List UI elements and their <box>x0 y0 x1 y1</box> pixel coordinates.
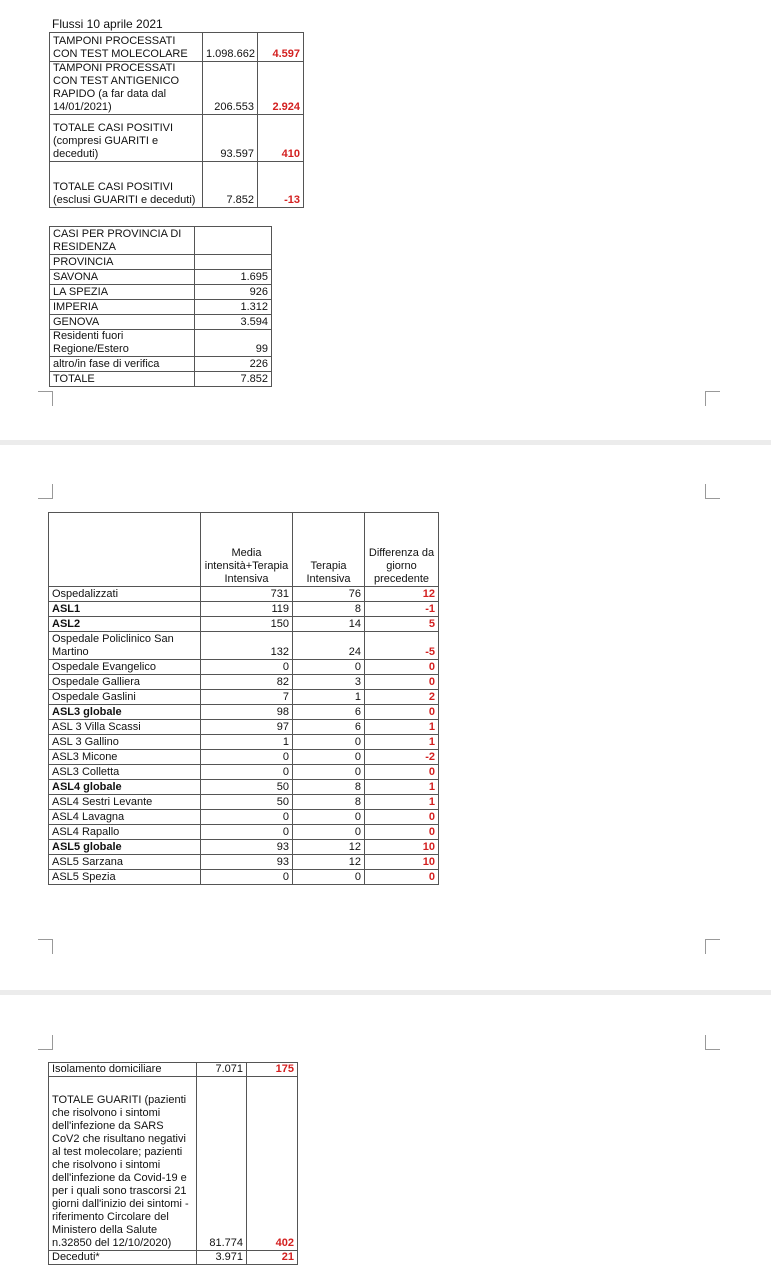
page-separator <box>0 440 771 445</box>
ti-value: 0 <box>293 750 365 765</box>
ti-value: 12 <box>293 855 365 870</box>
diff-value: 0 <box>365 765 439 780</box>
table-row <box>50 255 272 270</box>
ti-value: 3 <box>293 675 365 690</box>
ospedali-table <box>48 512 439 885</box>
row-value: 93.597 <box>203 115 258 162</box>
diff-value: -1 <box>365 602 439 617</box>
diff-value: 0 <box>365 675 439 690</box>
table-row <box>49 780 439 795</box>
province-table <box>49 226 272 387</box>
media-value: 50 <box>201 780 293 795</box>
diff-value: 5 <box>365 617 439 632</box>
ti-value: 8 <box>293 795 365 810</box>
table-row <box>49 587 439 602</box>
row-label: ASL1 <box>49 602 201 617</box>
row-label: Ospedalizzati <box>49 587 201 602</box>
row-label: Isolamento domiciliare <box>49 1063 197 1077</box>
row-label: SAVONA <box>50 270 195 285</box>
column-header: Differenza da giorno precedente <box>365 513 439 587</box>
report-title: Flussi 10 aprile 2021 <box>52 17 163 31</box>
row-label: ASL5 Spezia <box>49 870 201 885</box>
table-row <box>50 330 272 357</box>
table-row <box>49 632 439 660</box>
table-row <box>49 705 439 720</box>
row-label: ASL 3 Villa Scassi <box>49 720 201 735</box>
row-value: 81.774 <box>197 1077 247 1251</box>
media-value: 98 <box>201 705 293 720</box>
ti-value: 76 <box>293 587 365 602</box>
media-value: 150 <box>201 617 293 632</box>
row-value: 7.852 <box>203 162 258 208</box>
ti-value: 8 <box>293 780 365 795</box>
ti-value: 0 <box>293 735 365 750</box>
row-label: ASL4 Rapallo <box>49 825 201 840</box>
page-corner-mark <box>38 391 53 406</box>
row-value: 926 <box>195 285 272 300</box>
diff-value: 1 <box>365 720 439 735</box>
row-label: Deceduti* <box>49 1251 197 1265</box>
diff-value: 1 <box>365 735 439 750</box>
table-row <box>49 1251 298 1265</box>
table-row <box>49 870 439 885</box>
row-label: Residenti fuori Regione/Estero <box>50 330 195 357</box>
diff-value: 0 <box>365 825 439 840</box>
table-row <box>50 33 304 62</box>
flussi-table <box>49 32 304 208</box>
row-label: ASL3 Micone <box>49 750 201 765</box>
diff-value: 0 <box>365 870 439 885</box>
ti-value: 8 <box>293 602 365 617</box>
table-row <box>49 617 439 632</box>
diff-value: 10 <box>365 840 439 855</box>
ti-value: 1 <box>293 690 365 705</box>
media-value: 97 <box>201 720 293 735</box>
ti-value: 0 <box>293 660 365 675</box>
row-delta: 402 <box>247 1077 298 1251</box>
diff-value: 0 <box>365 705 439 720</box>
media-value: 0 <box>201 870 293 885</box>
isolamento-table <box>48 1062 298 1265</box>
row-label: TOTALE CASI POSITIVI (esclusi GUARITI e deceduti) <box>50 162 203 208</box>
row-label: Ospedale Gaslini <box>49 690 201 705</box>
row-delta: 410 <box>258 115 304 162</box>
table-row <box>49 675 439 690</box>
table-header-row <box>49 513 439 587</box>
row-value: 7.852 <box>195 372 272 387</box>
table-row <box>49 1077 298 1251</box>
table-row <box>50 162 304 208</box>
ti-value: 12 <box>293 840 365 855</box>
row-label: ASL3 Colletta <box>49 765 201 780</box>
province-subheader: PROVINCIA <box>50 255 195 270</box>
row-label: TAMPONI PROCESSATI CON TEST ANTIGENICO RAPIDO (a far data dal 14/01/2021) <box>50 62 203 115</box>
diff-value: 12 <box>365 587 439 602</box>
table-row <box>50 357 272 372</box>
media-value: 0 <box>201 810 293 825</box>
row-label: ASL4 Sestri Levante <box>49 795 201 810</box>
row-label: TOTALE CASI POSITIVI (compresi GUARITI e deceduti) <box>50 115 203 162</box>
table-row <box>50 227 272 255</box>
media-value: 82 <box>201 675 293 690</box>
row-value: 226 <box>195 357 272 372</box>
ti-value: 6 <box>293 705 365 720</box>
media-value: 0 <box>201 825 293 840</box>
table-row <box>49 825 439 840</box>
media-value: 132 <box>201 632 293 660</box>
diff-value: -2 <box>365 750 439 765</box>
row-label: TOTALE <box>50 372 195 387</box>
table-row <box>49 750 439 765</box>
page-corner-mark <box>38 1035 53 1050</box>
row-delta: 4.597 <box>258 33 304 62</box>
media-value: 119 <box>201 602 293 617</box>
diff-value: 1 <box>365 780 439 795</box>
page-corner-mark <box>38 484 53 499</box>
row-delta: -13 <box>258 162 304 208</box>
row-label: Ospedale Galliera <box>49 675 201 690</box>
table-row <box>50 315 272 330</box>
row-label: ASL5 globale <box>49 840 201 855</box>
media-value: 7 <box>201 690 293 705</box>
ti-value: 0 <box>293 810 365 825</box>
diff-value: 2 <box>365 690 439 705</box>
row-delta: 2.924 <box>258 62 304 115</box>
row-value: 1.312 <box>195 300 272 315</box>
media-value: 93 <box>201 855 293 870</box>
table-row <box>50 300 272 315</box>
table-row <box>50 62 304 115</box>
row-value: 1.695 <box>195 270 272 285</box>
table-row <box>49 602 439 617</box>
ti-value: 0 <box>293 870 365 885</box>
diff-value: 1 <box>365 795 439 810</box>
row-label: Ospedale Evangelico <box>49 660 201 675</box>
diff-value: 10 <box>365 855 439 870</box>
province-header: CASI PER PROVINCIA DI RESIDENZA <box>50 227 195 255</box>
row-value: 3.594 <box>195 315 272 330</box>
page-corner-mark <box>705 1035 720 1050</box>
table-row <box>49 735 439 750</box>
media-value: 0 <box>201 765 293 780</box>
ti-value: 24 <box>293 632 365 660</box>
diff-value: -5 <box>365 632 439 660</box>
row-value: 7.071 <box>197 1063 247 1077</box>
page-corner-mark <box>705 484 720 499</box>
column-header: Media intensità+Terapia Intensiva <box>201 513 293 587</box>
table-row <box>50 270 272 285</box>
row-label: TOTALE GUARITI (pazienti che risolvono i sintomi dell'infezione da SARS CoV2 che risultano negativi al test molecolare; pazienti che risolvono i sintomi dell'infezione da Covid-19 e per i quali sono trascorsi 21 giorni dall'inizio dei sintomi - riferimento Circolare del Ministero della Salute n.32850 del 12/10/2020) <box>49 1077 197 1251</box>
row-label: ASL3 globale <box>49 705 201 720</box>
table-row <box>49 765 439 780</box>
row-label: ASL5 Sarzana <box>49 855 201 870</box>
row-value: 3.971 <box>197 1251 247 1265</box>
row-label: ASL 3 Gallino <box>49 735 201 750</box>
table-row <box>49 1063 298 1077</box>
media-value: 93 <box>201 840 293 855</box>
table-row <box>49 720 439 735</box>
table-row <box>49 855 439 870</box>
diff-value: 0 <box>365 810 439 825</box>
media-value: 731 <box>201 587 293 602</box>
ti-value: 0 <box>293 765 365 780</box>
ti-value: 6 <box>293 720 365 735</box>
row-value: 99 <box>195 330 272 357</box>
row-label: IMPERIA <box>50 300 195 315</box>
media-value: 50 <box>201 795 293 810</box>
table-row <box>49 690 439 705</box>
row-label: TAMPONI PROCESSATI CON TEST MOLECOLARE <box>50 33 203 62</box>
table-row <box>49 840 439 855</box>
row-delta: 21 <box>247 1251 298 1265</box>
ti-value: 14 <box>293 617 365 632</box>
row-value: 1.098.662 <box>203 33 258 62</box>
row-label: LA SPEZIA <box>50 285 195 300</box>
diff-value: 0 <box>365 660 439 675</box>
row-value: 206.553 <box>203 62 258 115</box>
page-corner-mark <box>38 939 53 954</box>
row-label: ASL2 <box>49 617 201 632</box>
table-row <box>49 810 439 825</box>
table-row <box>49 795 439 810</box>
row-label: ASL4 Lavagna <box>49 810 201 825</box>
media-value: 0 <box>201 660 293 675</box>
media-value: 0 <box>201 750 293 765</box>
page-separator <box>0 990 771 995</box>
row-delta: 175 <box>247 1063 298 1077</box>
column-header: Terapia Intensiva <box>293 513 365 587</box>
row-label: Ospedale Policlinico San Martino <box>49 632 201 660</box>
table-row <box>50 372 272 387</box>
row-label: ASL4 globale <box>49 780 201 795</box>
table-row <box>50 285 272 300</box>
table-row <box>50 115 304 162</box>
ti-value: 0 <box>293 825 365 840</box>
row-label: altro/in fase di verifica <box>50 357 195 372</box>
media-value: 1 <box>201 735 293 750</box>
page-corner-mark <box>705 939 720 954</box>
page-corner-mark <box>705 391 720 406</box>
table-row <box>49 660 439 675</box>
row-label: GENOVA <box>50 315 195 330</box>
